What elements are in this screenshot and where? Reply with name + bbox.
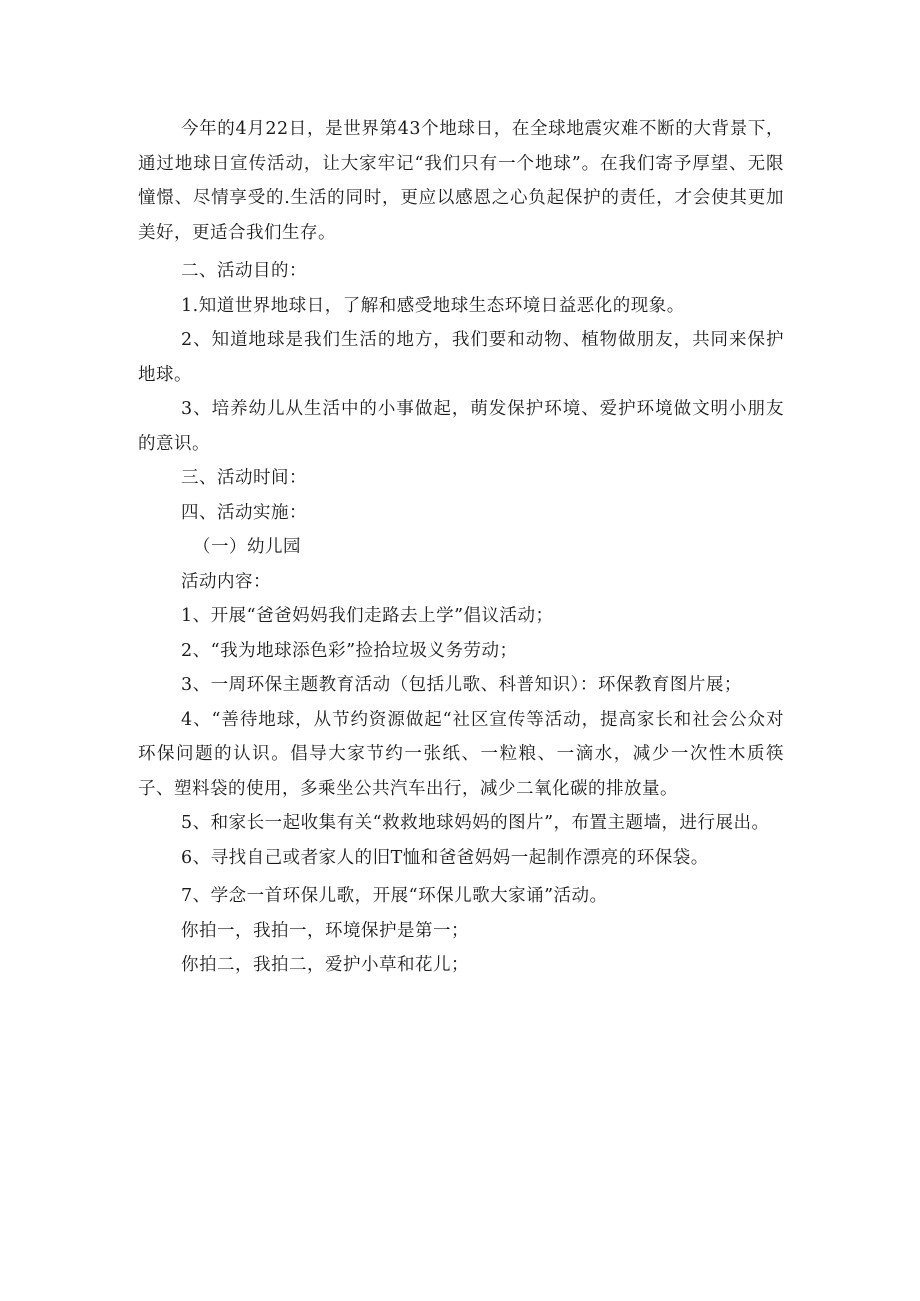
subsection-heading-kindergarten: （一）幼儿园 bbox=[193, 537, 301, 557]
section-heading-time: 三、活动时间： bbox=[181, 468, 307, 488]
activity-item-4: 4、“善待地球，从节约资源做起“社区宣传等活动，提高家长和社会公众对环保问题的认识。倡导大家节约一张纸、一粒粮、一滴水，减少一次性木质筷子、塑料袋的使用，多乘坐公共汽车出行，减少二氧化碳的排放量。 bbox=[138, 709, 784, 799]
activity-content-label: 活动内容： bbox=[181, 571, 271, 592]
objective-item-3: 3、培养幼儿从生活中的小事做起，萌发保护环境、爱护环境做文明小朋友的意识。 bbox=[138, 399, 784, 454]
activity-item-6: 6、寻找自己或者家人的旧T恤和爸爸妈妈一起制作漂亮的环保袋。 bbox=[181, 847, 709, 868]
activity-item-7: 7、学念一首环保儿歌，开展“环保儿歌大家诵”活动。 bbox=[181, 886, 608, 906]
objective-item-2: 2、知道地球是我们生活的地方，我们要和动物、植物做朋友，共同来保护地球。 bbox=[138, 330, 784, 385]
section-heading-objectives: 二、活动目的： bbox=[181, 261, 307, 281]
rhyme-line-1: 你拍一，我拍一，环境保护是第一； bbox=[181, 920, 469, 941]
activity-item-5: 5、和家长一起收集有关“救救地球妈妈的图片”，布置主题墙，进行展出。 bbox=[181, 813, 770, 833]
activity-item-1: 1、开展“爸爸妈妈我们走路去上学”倡议活动； bbox=[181, 606, 554, 626]
objective-item-1: 1.知道世界地球日，了解和感受地球生态环境日益恶化的现象。 bbox=[181, 295, 685, 316]
document-body bbox=[138, 112, 784, 983]
activity-item-3: 3、一周环保主题教育活动（包括儿歌、科普知识）：环保教育图片展； bbox=[181, 675, 742, 695]
intro-paragraph: 今年的4月22日，是世界第43个地球日，在全球地震灾难不断的大背景下，通过地球日宣传活动，让大家牢记“我们只有一个地球”。在我们寄予厚望、无限憧憬、尽情享受的.生活的同时，更应以感恩之心负起保护的责任，才会使其更加美好，更适合我们生存。 bbox=[138, 119, 784, 243]
rhyme-line-2: 你拍二，我拍二，爱护小草和花儿； bbox=[181, 955, 469, 975]
activity-item-2: 2、“我为地球添色彩”捡拾垃圾义务劳动； bbox=[181, 640, 518, 661]
section-heading-implementation: 四、活动实施： bbox=[181, 502, 307, 523]
